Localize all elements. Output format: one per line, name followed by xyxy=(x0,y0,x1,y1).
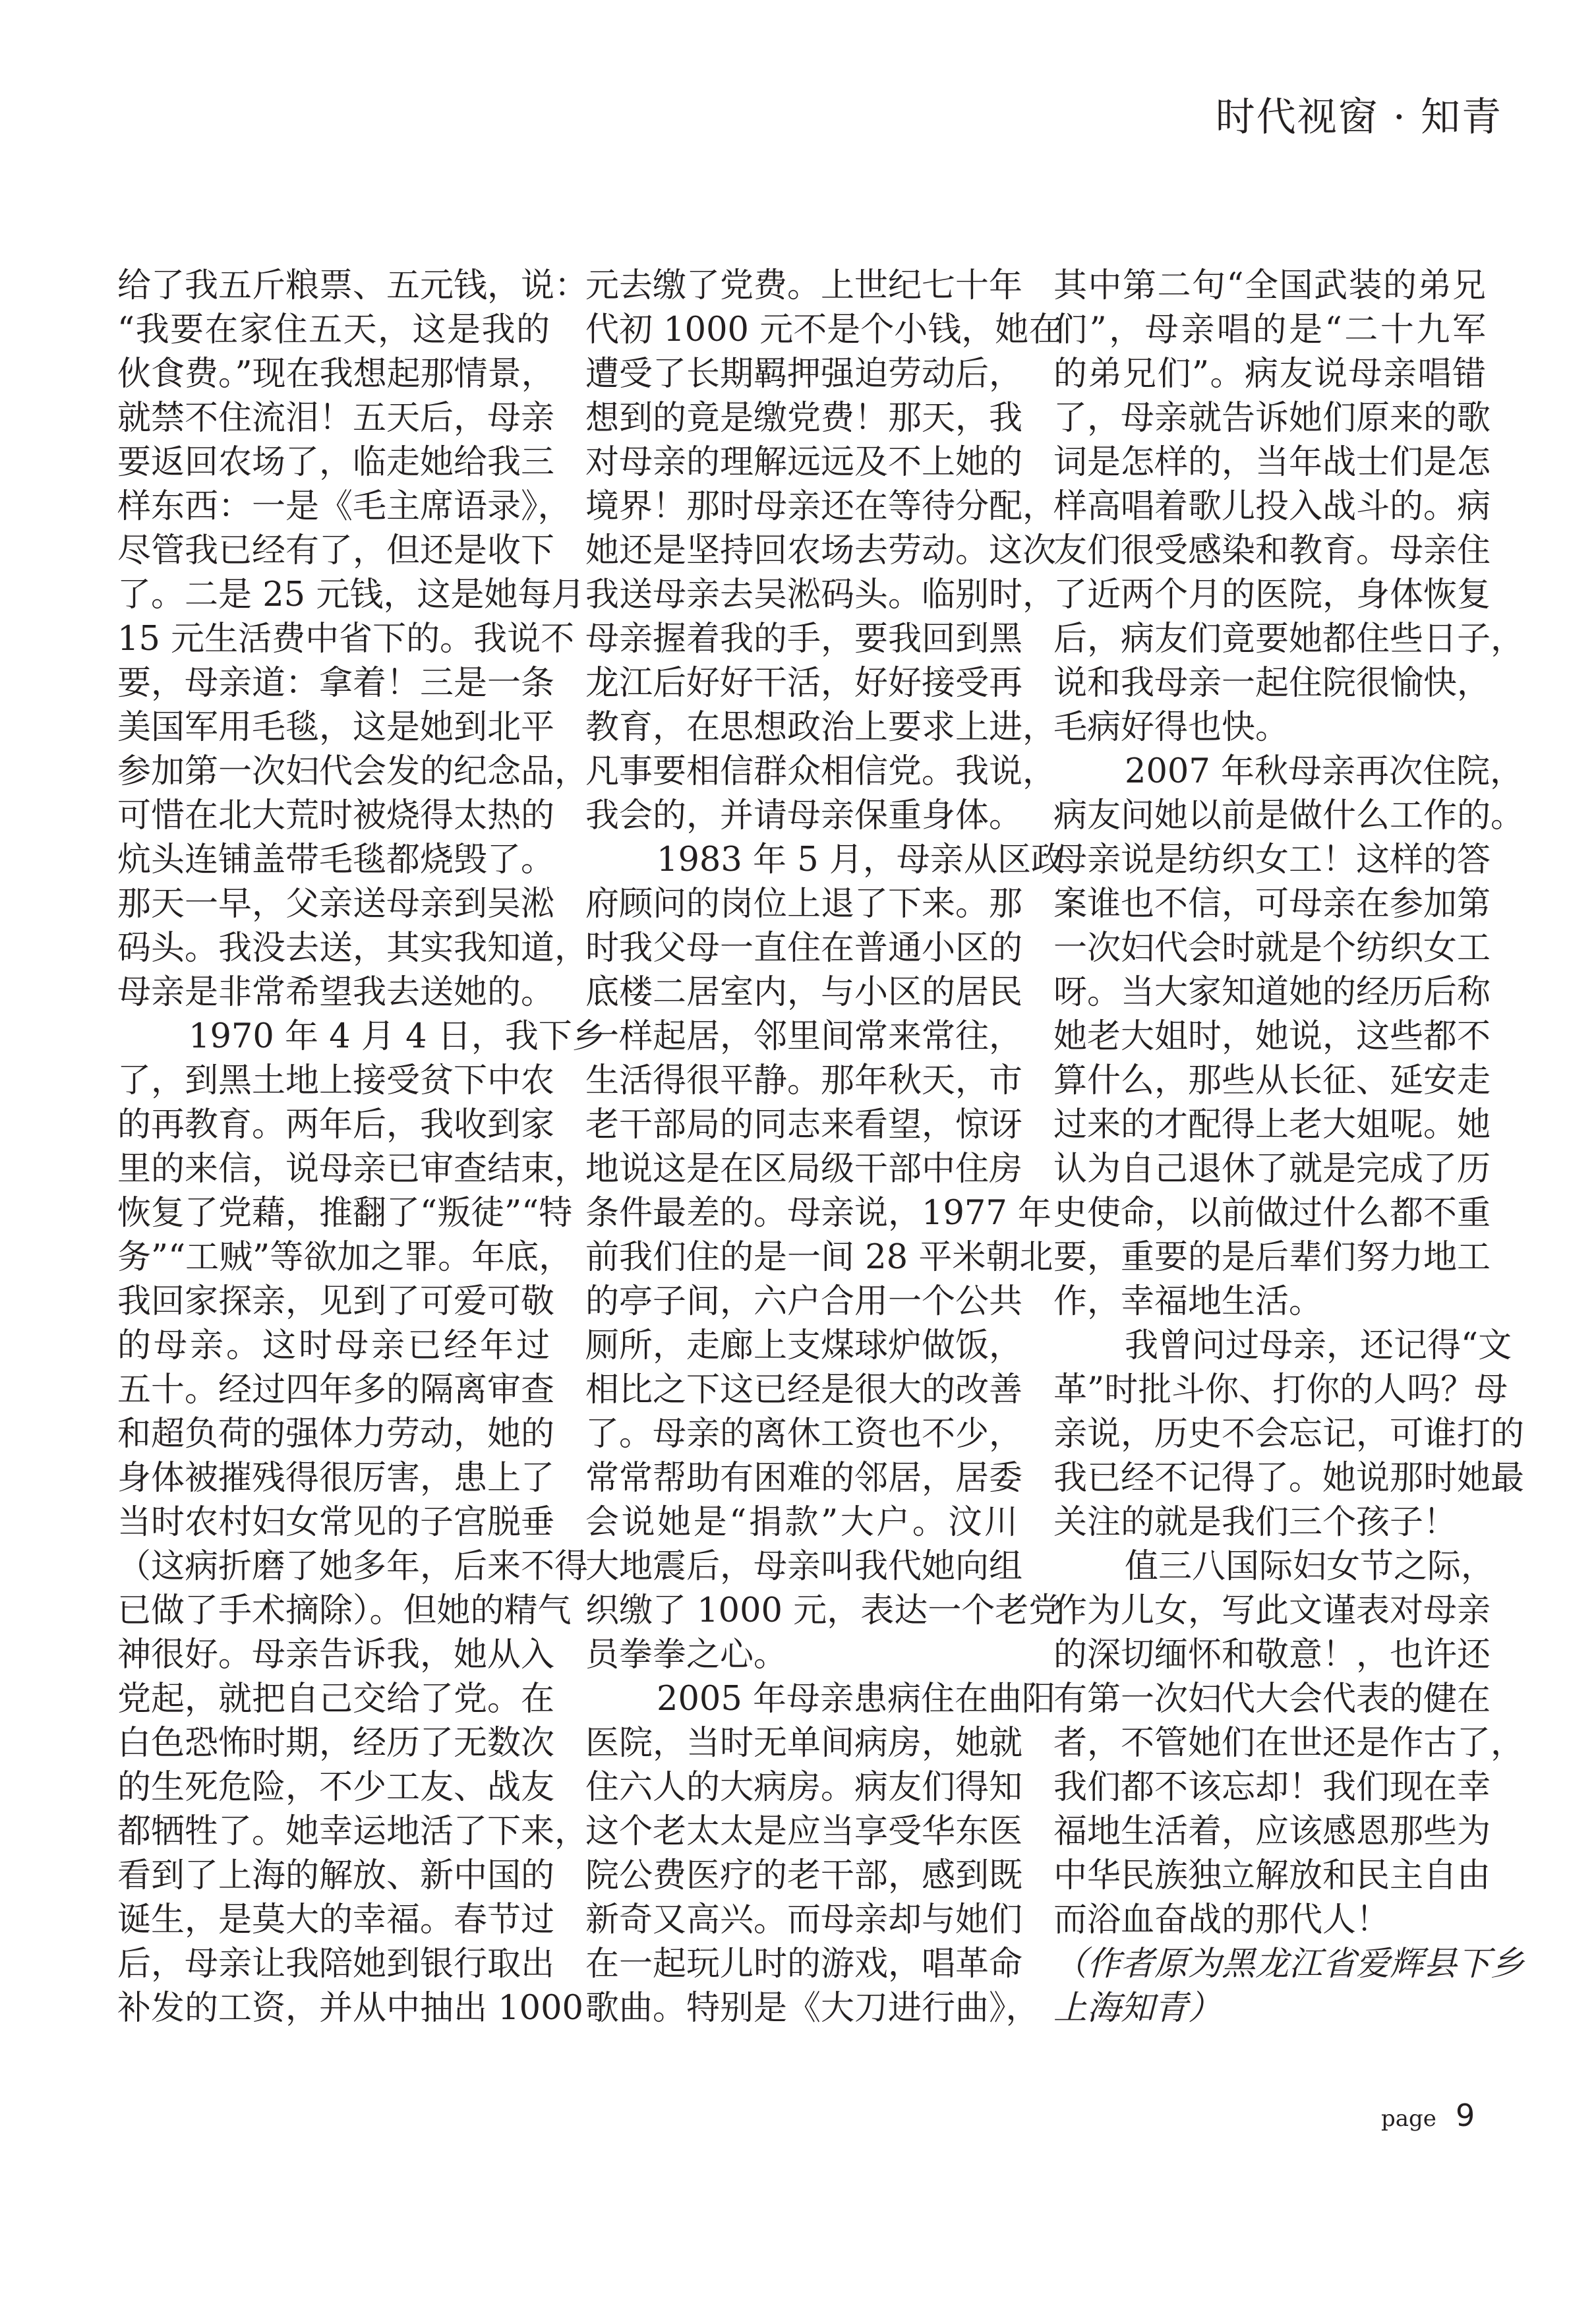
text-line: 常常帮助有困难的邻居，居委 xyxy=(585,1459,1023,1498)
text-line: 1970 年 4 月 4 日，我下乡 xyxy=(189,1017,606,1056)
page-number: 9 xyxy=(1456,2098,1475,2133)
text-line: 的深切缅怀和敬意！，也许还 xyxy=(1053,1635,1491,1674)
text-line: 住六人的大病房。病友们得知 xyxy=(585,1768,1023,1807)
text-line: 了。二是 25 元钱，这是她每月 xyxy=(117,575,585,614)
text-line: 和超负荷的强体力劳动，她的 xyxy=(117,1415,555,1454)
text-line: 厕所，走廊上支煤球炉做饭， xyxy=(585,1326,1023,1365)
text-line: 相比之下这已经是很大的改善 xyxy=(585,1370,1023,1409)
text-line: 医院，当时无单间病房，她就 xyxy=(585,1724,1023,1763)
text-line: 作，幸福地生活。 xyxy=(1053,1282,1323,1321)
text-line: 有第一次妇代大会代表的健在 xyxy=(1053,1680,1491,1719)
text-column-3 xyxy=(1053,264,1525,2030)
text-line: 我回家探亲，见到了可爱可敬 xyxy=(117,1282,555,1321)
text-line: 后，母亲让我陪她到银行取出 xyxy=(117,1945,555,1984)
text-line: 上海知青） xyxy=(1053,1989,1222,2028)
text-line: 她还是坚持回农场去劳动。这次 xyxy=(585,531,1057,570)
text-line: 的弟兄们”。病友说母亲唱错 xyxy=(1053,355,1486,394)
text-line: 老干部局的同志来看望，惊讶 xyxy=(585,1105,1023,1144)
text-line: 会说她是“捐款”大户。汶川 xyxy=(585,1503,1018,1542)
text-line: 地说这是在区局级干部中住房 xyxy=(585,1150,1023,1189)
text-line: 境界！那时母亲还在等待分配， xyxy=(585,487,1057,526)
text-line: 过来的才配得上老大姐呢。她 xyxy=(1053,1105,1491,1144)
text-line: 身体被摧残得很厉害，患上了 xyxy=(117,1459,555,1498)
text-line: 我们都不该忘却！我们现在幸 xyxy=(1053,1768,1491,1807)
text-line: 府顾问的岗位上退了下来。那 xyxy=(585,885,1023,924)
text-line: 参加第一次妇代会发的纪念品， xyxy=(117,752,589,791)
text-line: 就禁不住流泪！五天后，母亲 xyxy=(117,399,555,438)
text-line: 那天一早，父亲送母亲到吴淞 xyxy=(117,885,555,924)
text-line: 员拳拳之心。 xyxy=(585,1635,788,1674)
text-line: 呀。当大家知道她的经历后称 xyxy=(1053,973,1491,1012)
text-line: 看到了上海的解放、新中国的 xyxy=(117,1856,555,1895)
text-line: 歌曲。特别是《大刀进行曲》， xyxy=(585,1989,1040,2028)
text-line: 了近两个月的医院，身体恢复 xyxy=(1053,575,1491,614)
text-line: 当时农村妇女常见的子宫脱垂 xyxy=(117,1503,555,1542)
text-line: 了，到黑土地上接受贫下中农 xyxy=(117,1061,555,1100)
text-line: 神很好。母亲告诉我，她从入 xyxy=(117,1635,555,1674)
text-line: 词是怎样的，当年战士们是怎 xyxy=(1053,443,1491,482)
text-line: 关注的就是我们三个孩子！ xyxy=(1053,1503,1458,1542)
text-line: 代初 1000 元不是个小钱，她在 xyxy=(585,310,1063,349)
text-line: 中华民族独立解放和民主自由 xyxy=(1053,1856,1491,1895)
text-line: 党起，就把自己交给了党。在 xyxy=(117,1680,555,1719)
text-line: 革”时批斗你、打你的人吗？母 xyxy=(1053,1370,1508,1409)
text-line: 前我们住的是一间 28 平米朝北 xyxy=(585,1238,1053,1277)
text-line: 想到的竟是缴党费！那天，我 xyxy=(585,399,1023,438)
text-line: 龙江后好好干活，好好接受再 xyxy=(585,664,1023,703)
text-line: 我已经不记得了。她说那时她最 xyxy=(1053,1459,1525,1498)
text-line: 条件最差的。母亲说，1977 年 xyxy=(585,1194,1052,1233)
text-line: 友们很受感染和教育。母亲住 xyxy=(1053,531,1491,570)
text-line: 者，不管她们在世还是作古了， xyxy=(1053,1724,1525,1763)
text-line: 补发的工资，并从中抽出 1000 xyxy=(117,1989,584,2028)
text-line: 伙食费。”现在我想起那情景， xyxy=(117,355,555,394)
page-footer xyxy=(1381,2098,1475,2133)
text-line: 要，母亲道：拿着！三是一条 xyxy=(117,664,555,703)
page-label: page xyxy=(1381,2106,1436,2132)
text-line: 样高唱着歌儿投入战斗的。病 xyxy=(1053,487,1491,526)
text-line: 里的来信，说母亲已审查结束， xyxy=(117,1150,589,1189)
text-line: 一次妇代会时就是个纺织女工 xyxy=(1053,929,1491,968)
text-line: 算什么，那些从长征、延安走 xyxy=(1053,1061,1491,1100)
text-line: 教育，在思想政治上要求上进， xyxy=(585,708,1057,747)
text-line: 要，重要的是后辈们努力地工 xyxy=(1053,1238,1491,1277)
text-line: 母亲握着我的手，要我回到黑 xyxy=(585,620,1023,659)
text-line: 2007 年秋母亲再次住院， xyxy=(1125,752,1524,791)
text-line: 美国军用毛毯，这是她到北平 xyxy=(117,708,555,747)
text-line: 尽管我已经有了，但还是收下 xyxy=(117,531,555,570)
text-line: 值三八国际妇女节之际， xyxy=(1125,1547,1495,1586)
text-column-2 xyxy=(585,264,1065,2030)
text-line: 作为儿女，写此文谨表对母亲 xyxy=(1053,1591,1491,1630)
text-line: 史使命，以前做过什么都不重 xyxy=(1053,1194,1491,1233)
text-line: 她老大姐时，她说，这些都不 xyxy=(1053,1017,1491,1056)
text-line: 时我父母一直住在普通小区的 xyxy=(585,929,1023,968)
text-line: 认为自己退休了就是完成了历 xyxy=(1053,1150,1491,1189)
text-line: 毛病好得也快。 xyxy=(1053,708,1289,747)
text-line: 母亲是非常希望我去送她的。 xyxy=(117,973,555,1012)
text-line: 码头。我没去送，其实我知道， xyxy=(117,929,589,968)
text-line: 元去缴了党费。上世纪七十年 xyxy=(585,266,1023,305)
text-line: 已做了手术摘除）。但她的精气 xyxy=(117,1591,572,1630)
text-line: 1983 年 5 月，母亲从区政 xyxy=(657,840,1065,879)
text-line: 2005 年母亲患病住在曲阳 xyxy=(657,1680,1056,1719)
text-line: 这个老太太是应当享受华东医 xyxy=(585,1812,1023,1851)
text-line: 可惜在北大荒时被烧得太热的 xyxy=(117,796,555,835)
text-line: 了，母亲就告诉她们原来的歌 xyxy=(1053,399,1491,438)
text-line: 的亭子间，六户合用一个公共 xyxy=(585,1282,1023,1321)
text-line: （作者原为黑龙江省爱辉县下乡 xyxy=(1053,1945,1525,1984)
text-line: 的母亲。这时母亲已经年过 xyxy=(117,1326,550,1365)
text-line: 们”，母亲唱的是“二十九军 xyxy=(1053,310,1486,349)
text-line: 我送母亲去吴淞码头。临别时， xyxy=(585,575,1057,614)
text-line: 案谁也不信，可母亲在参加第 xyxy=(1053,885,1491,924)
text-line: 对母亲的理解远远及不上她的 xyxy=(585,443,1023,482)
text-line: 我曾问过母亲，还记得“文 xyxy=(1125,1326,1512,1365)
text-line: 务”“工贼”等欲加之罪。年底， xyxy=(117,1238,573,1277)
text-line: 遭受了长期羁押强迫劳动后， xyxy=(585,355,1023,394)
text-line: 而浴血奋战的那代人！ xyxy=(1053,1900,1390,1939)
text-line: 新奇又高兴。而母亲却与她们 xyxy=(585,1900,1023,1939)
text-line: （这病折磨了她多年，后来不得 xyxy=(117,1547,589,1586)
text-line: 我会的，并请母亲保重身体。 xyxy=(585,796,1023,835)
text-line: 生活得很平静。那年秋天，市 xyxy=(585,1061,1023,1100)
text-line: “我要在家住五天，这是我的 xyxy=(117,310,550,349)
text-line: 大地震后，母亲叫我代她向组 xyxy=(585,1547,1023,1586)
text-line: 凡事要相信群众相信党。我说， xyxy=(585,752,1057,791)
text-line: 在一起玩儿时的游戏，唱革命 xyxy=(585,1945,1023,1984)
text-line: 要返回农场了，临走她给我三 xyxy=(117,443,555,482)
text-line: 说和我母亲一起住院很愉快， xyxy=(1053,664,1491,703)
text-line: 亲说，历史不会忘记，可谁打的 xyxy=(1053,1415,1525,1454)
text-line: 后，病友们竟要她都住些日子， xyxy=(1053,620,1525,659)
text-line: 都牺牲了。她幸运地活了下来， xyxy=(117,1812,589,1851)
text-line: 底楼二居室内，与小区的居民 xyxy=(585,973,1023,1012)
text-line: 给了我五斤粮票、五元钱，说： xyxy=(117,266,589,305)
text-line: 的生死危险，不少工友、战友 xyxy=(117,1768,555,1807)
text-line: 母亲说是纺织女工！这样的答 xyxy=(1053,840,1491,879)
text-line: 白色恐怖时期，经历了无数次 xyxy=(117,1724,555,1763)
text-column-1 xyxy=(117,264,606,2030)
text-line: 恢复了党藉，推翻了“叛徒”“特 xyxy=(117,1194,573,1233)
text-line: 织缴了 1000 元，表达一个老党 xyxy=(585,1591,1063,1630)
text-line: 炕头连铺盖带毛毯都烧毁了。 xyxy=(117,840,555,879)
text-line: 的再教育。两年后，我收到家 xyxy=(117,1105,555,1144)
text-line: 院公费医疗的老干部，感到既 xyxy=(585,1856,1023,1895)
text-line: 病友问她以前是做什么工作的。 xyxy=(1053,796,1525,835)
text-line: 诞生，是莫大的幸福。春节过 xyxy=(117,1900,555,1939)
text-line: 福地生活着，应该感恩那些为 xyxy=(1053,1812,1491,1851)
text-line: 了。母亲的离休工资也不少， xyxy=(585,1415,1023,1454)
text-line: 其中第二句“全国武装的弟兄 xyxy=(1053,266,1486,305)
text-line: 样东西：一是《毛主席语录》， xyxy=(117,487,572,526)
section-title: 时代视窗 · 知青 xyxy=(1215,94,1502,140)
text-line: 一样起居，邻里间常来常往， xyxy=(585,1017,1023,1056)
text-line: 15 元生活费中省下的。我说不 xyxy=(117,620,575,659)
text-line: 五十。经过四年多的隔离审查 xyxy=(117,1370,555,1409)
